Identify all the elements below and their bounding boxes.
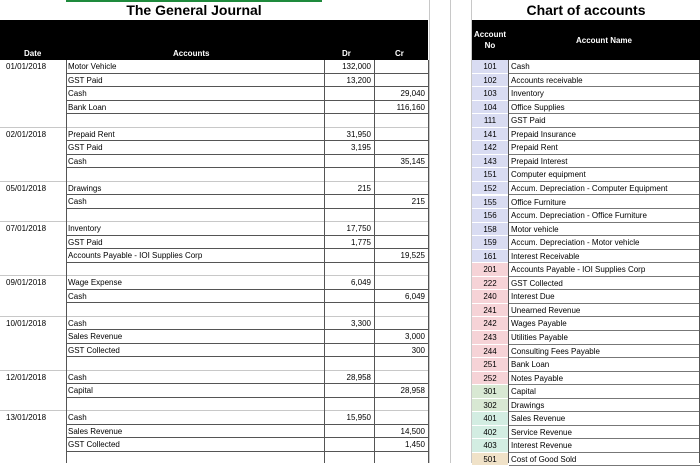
account-name-cell[interactable]: Motor vehicle bbox=[509, 223, 700, 237]
account-name-cell[interactable]: Accum. Depreciation - Office Furniture bbox=[509, 209, 700, 223]
account-number-cell[interactable]: 222 bbox=[472, 277, 508, 291]
journal-dr-cell[interactable] bbox=[324, 425, 374, 439]
journal-column-line bbox=[374, 60, 375, 463]
journal-account-cell[interactable]: GST Paid bbox=[68, 237, 103, 247]
journal-account-cell[interactable]: Inventory bbox=[68, 224, 101, 233]
journal-account-cell[interactable]: GST Collected bbox=[68, 440, 120, 449]
account-name-cell[interactable]: Accounts receivable bbox=[509, 74, 700, 88]
journal-cr-cell[interactable] bbox=[374, 303, 428, 317]
chart-header bbox=[472, 20, 700, 60]
journal-cr-cell[interactable]: 28,958 bbox=[400, 386, 425, 395]
account-name-cell[interactable]: Accum. Depreciation - Computer Equipment bbox=[509, 182, 700, 196]
account-name-cell[interactable]: GST Paid bbox=[509, 114, 700, 128]
sheet-column-gridline bbox=[471, 0, 472, 463]
account-number-cell[interactable]: 158 bbox=[472, 223, 508, 237]
journal-date-cell[interactable] bbox=[6, 263, 66, 277]
journal-cr-cell[interactable] bbox=[374, 411, 428, 425]
journal-cr-cell[interactable]: 3,000 bbox=[404, 332, 425, 341]
account-name-cell[interactable]: Notes Payable bbox=[509, 372, 700, 386]
account-name-cell[interactable]: Accounts Payable - IOI Supplies Corp bbox=[509, 263, 700, 277]
account-number-cell[interactable]: 156 bbox=[472, 209, 508, 223]
account-name-cell[interactable]: Wages Payable bbox=[509, 317, 700, 331]
account-name-cell[interactable]: Interest Due bbox=[509, 290, 700, 304]
journal-date-cell[interactable] bbox=[6, 74, 66, 88]
journal-account-cell[interactable] bbox=[68, 303, 324, 317]
account-name-cell[interactable]: Cost of Good Sold bbox=[509, 453, 700, 466]
account-number-cell[interactable]: 243 bbox=[472, 331, 508, 345]
journal-header bbox=[0, 20, 428, 60]
journal-cr-cell[interactable]: 215 bbox=[411, 197, 425, 206]
journal-date-cell[interactable] bbox=[6, 425, 66, 439]
journal-cr-cell[interactable] bbox=[374, 141, 428, 155]
journal-cr-cell[interactable] bbox=[374, 317, 428, 331]
journal-cr-cell[interactable] bbox=[374, 209, 428, 223]
account-name-cell[interactable]: Interest Revenue bbox=[509, 439, 700, 453]
journal-dr-cell[interactable]: 31,950 bbox=[346, 129, 371, 139]
journal-cr-cell[interactable]: 300 bbox=[411, 345, 425, 355]
account-number-cell[interactable]: 242 bbox=[472, 317, 508, 331]
account-number-cell[interactable]: 103 bbox=[472, 87, 508, 101]
account-name-cell[interactable]: Bank Loan bbox=[509, 358, 700, 372]
sheet-column-gridline bbox=[429, 0, 430, 463]
journal-dr-cell[interactable] bbox=[324, 195, 374, 209]
journal-cr-cell[interactable] bbox=[374, 222, 428, 236]
journal-date-cell[interactable] bbox=[6, 155, 66, 169]
account-number-cell[interactable]: 201 bbox=[472, 263, 508, 277]
journal-cr-cell[interactable] bbox=[374, 128, 428, 142]
journal-account-cell[interactable]: Cash bbox=[68, 156, 87, 166]
account-name-cell[interactable]: Inventory bbox=[509, 87, 700, 101]
journal-account-cell[interactable]: Cash bbox=[68, 372, 87, 382]
journal-cr-cell[interactable]: 1,450 bbox=[404, 440, 425, 449]
account-name-cell[interactable]: Office Supplies bbox=[509, 101, 700, 115]
journal-date-cell[interactable] bbox=[6, 290, 66, 304]
account-number-cell[interactable]: 252 bbox=[472, 372, 508, 386]
journal-account-cell[interactable] bbox=[68, 209, 324, 223]
account-name-cell[interactable]: Prepaid Interest bbox=[509, 155, 700, 169]
journal-date-cell[interactable] bbox=[6, 101, 66, 115]
journal-date-cell[interactable] bbox=[6, 141, 66, 155]
account-name-cell[interactable]: Utilities Payable bbox=[509, 331, 700, 345]
account-name-cell[interactable]: Prepaid Insurance bbox=[509, 128, 700, 142]
account-no-header-line2: No bbox=[484, 41, 496, 50]
account-number-cell[interactable]: 501 bbox=[472, 453, 508, 466]
account-name-cell[interactable]: Unearned Revenue bbox=[509, 304, 700, 318]
journal-dr-cell[interactable] bbox=[324, 384, 374, 398]
journal-cr-cell[interactable] bbox=[374, 276, 428, 290]
journal-dr-cell[interactable] bbox=[324, 249, 374, 263]
journal-cr-cell[interactable] bbox=[374, 74, 428, 88]
journal-date-cell[interactable] bbox=[6, 114, 66, 128]
journal-dr-cell[interactable]: 28,958 bbox=[346, 372, 371, 382]
journal-account-cell[interactable]: Cash bbox=[68, 318, 87, 328]
journal-account-cell[interactable]: GST Collected bbox=[68, 345, 120, 355]
journal-dr-cell[interactable] bbox=[324, 155, 374, 169]
journal-date-cell[interactable]: 05/01/2018 bbox=[6, 183, 47, 193]
dr-header: Dr bbox=[342, 49, 351, 58]
journal-date-cell[interactable] bbox=[6, 168, 66, 182]
journal-account-cell[interactable] bbox=[68, 114, 324, 128]
account-number-cell[interactable]: 102 bbox=[472, 74, 508, 88]
journal-account-cell[interactable]: Prepaid Rent bbox=[68, 129, 115, 139]
account-number-cell[interactable]: 111 bbox=[472, 114, 508, 128]
account-number-cell[interactable]: 403 bbox=[472, 439, 508, 453]
account-number-cell[interactable]: 143 bbox=[472, 155, 508, 169]
journal-date-cell[interactable] bbox=[6, 303, 66, 317]
journal-cr-cell[interactable]: 35,145 bbox=[400, 156, 425, 166]
account-name-cell[interactable]: Capital bbox=[509, 385, 700, 399]
journal-cr-cell[interactable] bbox=[374, 168, 428, 182]
cr-header: Cr bbox=[395, 49, 404, 58]
journal-dr-cell[interactable]: 3,300 bbox=[350, 318, 371, 328]
account-number-cell[interactable]: 151 bbox=[472, 168, 508, 182]
account-number-cell[interactable]: 152 bbox=[472, 182, 508, 196]
journal-date-cell[interactable] bbox=[6, 195, 66, 209]
journal-account-cell[interactable] bbox=[68, 168, 324, 182]
journal-dr-cell[interactable] bbox=[324, 263, 374, 277]
journal-date-cell[interactable]: 02/01/2018 bbox=[6, 129, 47, 139]
journal-date-cell[interactable] bbox=[6, 236, 66, 250]
account-name-cell[interactable]: Sales Revenue bbox=[509, 412, 700, 426]
journal-date-cell[interactable] bbox=[6, 87, 66, 101]
account-no-header-line1: Account bbox=[474, 30, 506, 39]
account-name-cell[interactable]: Accum. Depreciation - Motor vehicle bbox=[509, 236, 700, 250]
journal-dr-cell[interactable] bbox=[324, 357, 374, 371]
date-header: Date bbox=[24, 49, 42, 58]
journal-dr-cell[interactable]: 132,000 bbox=[342, 62, 371, 71]
account-number-cell[interactable]: 301 bbox=[472, 385, 508, 399]
journal-cr-cell[interactable] bbox=[374, 114, 428, 128]
journal-dr-cell[interactable]: 215 bbox=[357, 183, 371, 193]
journal-date-cell[interactable] bbox=[6, 384, 66, 398]
account-number-cell[interactable]: 251 bbox=[472, 358, 508, 372]
account-number-cell[interactable]: 161 bbox=[472, 250, 508, 264]
account-name-cell[interactable]: GST Collected bbox=[509, 277, 700, 291]
journal-dr-cell[interactable] bbox=[324, 330, 374, 344]
journal-account-cell[interactable]: Motor Vehicle bbox=[68, 62, 117, 71]
journal-date-cell[interactable] bbox=[6, 438, 66, 452]
account-name-cell[interactable]: Cash bbox=[509, 60, 700, 74]
journal-account-cell[interactable]: Drawings bbox=[68, 183, 102, 193]
journal-dr-cell[interactable]: 1,775 bbox=[350, 237, 371, 247]
journal-account-cell[interactable] bbox=[68, 357, 324, 371]
account-name-cell[interactable]: Computer equipment bbox=[509, 168, 700, 182]
journal-dr-cell[interactable] bbox=[324, 101, 374, 115]
journal-account-cell[interactable]: Cash bbox=[68, 89, 87, 98]
journal-account-cell[interactable]: Cash bbox=[68, 197, 87, 206]
sheet-column-gridline bbox=[450, 0, 451, 463]
journal-cr-cell[interactable] bbox=[374, 263, 428, 277]
journal-cr-cell[interactable]: 19,525 bbox=[400, 251, 425, 260]
account-number-cell[interactable]: 155 bbox=[472, 196, 508, 210]
journal-date-cell[interactable] bbox=[6, 344, 66, 358]
account-name-cell[interactable]: Service Revenue bbox=[509, 426, 700, 440]
journal-cr-cell[interactable] bbox=[374, 236, 428, 250]
chart-column-line bbox=[508, 60, 509, 463]
journal-account-cell[interactable]: Cash bbox=[68, 413, 87, 422]
account-name-header: Account Name bbox=[575, 36, 632, 45]
account-name-cell[interactable]: Prepaid Rent bbox=[509, 141, 700, 155]
journal-cr-cell[interactable] bbox=[374, 357, 428, 371]
journal-cr-cell[interactable] bbox=[374, 371, 428, 385]
journal-cr-cell[interactable]: 29,040 bbox=[400, 89, 425, 98]
account-number-cell[interactable]: 101 bbox=[472, 60, 508, 74]
journal-cr-cell[interactable]: 116,160 bbox=[396, 102, 425, 112]
accounts-header: Accounts bbox=[173, 49, 210, 58]
journal-date-cell[interactable]: 07/01/2018 bbox=[6, 224, 47, 233]
journal-column-line bbox=[66, 60, 67, 463]
account-number-cell[interactable]: 240 bbox=[472, 290, 508, 304]
journal-dr-cell[interactable] bbox=[324, 87, 374, 101]
account-number-cell[interactable]: 159 bbox=[472, 236, 508, 250]
journal-dr-cell[interactable] bbox=[324, 438, 374, 452]
chart-title: Chart of accounts bbox=[526, 2, 646, 18]
journal-dr-cell[interactable] bbox=[324, 290, 374, 304]
account-name-cell[interactable]: Office Furniture bbox=[509, 196, 700, 210]
account-number-cell[interactable]: 302 bbox=[472, 399, 508, 413]
journal-dr-cell[interactable]: 6,049 bbox=[350, 278, 371, 287]
journal-account-cell[interactable] bbox=[68, 263, 324, 277]
journal-title: The General Journal bbox=[126, 2, 262, 18]
journal-cr-cell[interactable]: 14,500 bbox=[400, 426, 425, 436]
journal-account-cell[interactable]: GST Paid bbox=[68, 143, 103, 152]
journal-dr-cell[interactable] bbox=[324, 209, 374, 223]
journal-dr-cell[interactable]: 13,200 bbox=[346, 75, 371, 85]
journal-dr-cell[interactable]: 15,950 bbox=[346, 413, 371, 422]
journal-dr-cell[interactable] bbox=[324, 398, 374, 412]
journal-date-cell[interactable]: 09/01/2018 bbox=[6, 278, 47, 287]
account-name-cell[interactable]: Drawings bbox=[509, 399, 700, 413]
journal-date-cell[interactable]: 01/01/2018 bbox=[6, 62, 47, 71]
account-number-cell[interactable]: 142 bbox=[472, 141, 508, 155]
journal-date-cell[interactable] bbox=[6, 357, 66, 371]
journal-date-cell[interactable] bbox=[6, 398, 66, 412]
journal-account-cell[interactable]: Cash bbox=[68, 291, 87, 301]
account-number-cell[interactable]: 141 bbox=[472, 128, 508, 142]
journal-account-cell[interactable]: Capital bbox=[68, 386, 93, 395]
journal-account-cell[interactable]: Sales Revenue bbox=[68, 426, 123, 436]
journal-date-cell[interactable] bbox=[6, 330, 66, 344]
journal-date-cell[interactable] bbox=[6, 209, 66, 223]
journal-cr-cell[interactable] bbox=[374, 60, 428, 74]
journal-dr-cell[interactable] bbox=[324, 303, 374, 317]
account-number-cell[interactable]: 402 bbox=[472, 426, 508, 440]
account-number-cell[interactable]: 241 bbox=[472, 304, 508, 318]
journal-date-cell[interactable] bbox=[6, 249, 66, 263]
journal-date-cell[interactable]: 10/01/2018 bbox=[6, 318, 47, 328]
journal-account-cell[interactable]: Wage Expense bbox=[68, 278, 122, 287]
journal-account-cell[interactable]: GST Paid bbox=[68, 75, 103, 85]
journal-date-cell[interactable]: 12/01/2018 bbox=[6, 372, 47, 382]
account-number-cell[interactable]: 401 bbox=[472, 412, 508, 426]
journal-date-cell[interactable]: 13/01/2018 bbox=[6, 413, 47, 422]
account-number-cell[interactable]: 104 bbox=[472, 101, 508, 115]
account-name-cell[interactable]: Interest Receivable bbox=[509, 250, 700, 264]
journal-dr-cell[interactable] bbox=[324, 344, 374, 358]
journal-dr-cell[interactable] bbox=[324, 114, 374, 128]
account-number-cell[interactable]: 244 bbox=[472, 345, 508, 359]
journal-account-cell[interactable]: Accounts Payable - IOI Supplies Corp bbox=[68, 251, 203, 260]
journal-dr-cell[interactable]: 17,750 bbox=[346, 224, 371, 233]
journal-column-line bbox=[324, 60, 325, 463]
journal-dr-cell[interactable]: 3,195 bbox=[350, 143, 371, 152]
journal-cr-cell[interactable] bbox=[374, 182, 428, 196]
journal-account-cell[interactable] bbox=[68, 398, 324, 412]
journal-account-cell[interactable]: Sales Revenue bbox=[68, 332, 123, 341]
journal-cr-cell[interactable]: 6,049 bbox=[404, 291, 425, 301]
journal-dr-cell[interactable] bbox=[324, 168, 374, 182]
account-name-cell[interactable]: Consulting Fees Payable bbox=[509, 345, 700, 359]
journal-cr-cell[interactable] bbox=[374, 398, 428, 412]
journal-account-cell[interactable]: Bank Loan bbox=[68, 102, 107, 112]
